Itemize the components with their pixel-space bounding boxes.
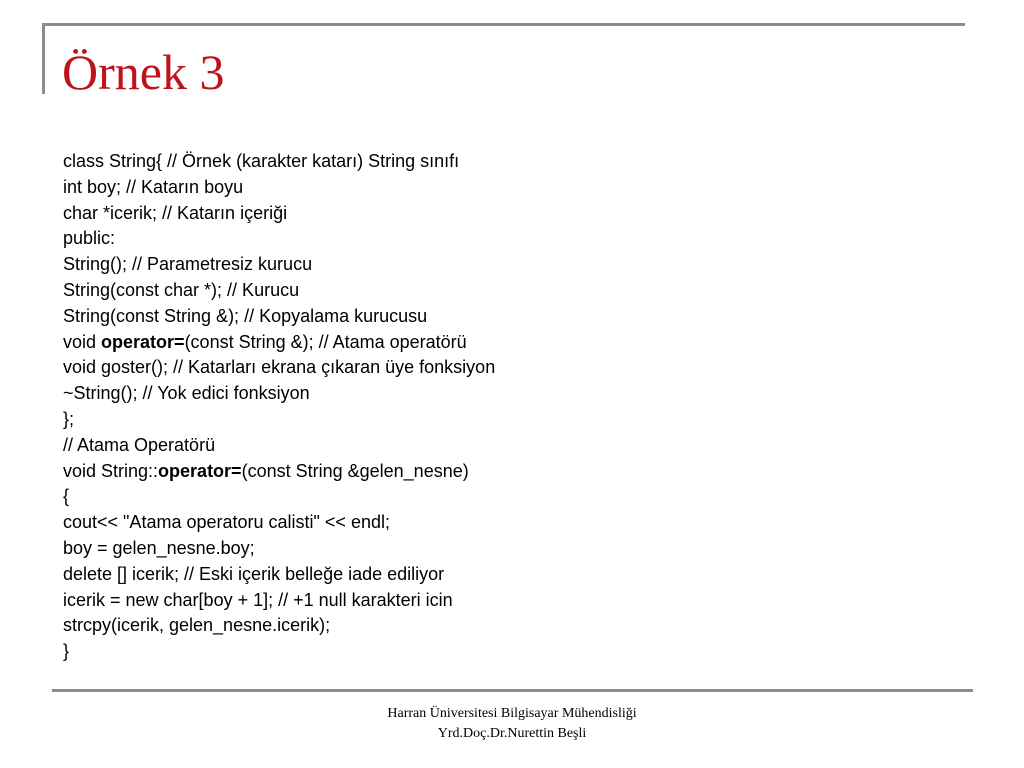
operator-keyword: operator= xyxy=(158,460,242,481)
code-line-14: { xyxy=(63,486,70,507)
code-line-13 xyxy=(63,459,963,485)
code-line-9: void goster(); // Katarları ekrana çıkaran üye fonksiyon xyxy=(63,357,496,378)
code-line-11: }; xyxy=(63,408,75,429)
code-line-19: strcpy(icerik, gelen_nesne.icerik); xyxy=(63,615,331,636)
code-line-5: String(); // Parametresiz kurucu xyxy=(63,254,313,275)
code-line-15: cout<< "Atama operatoru calisti" << endl; xyxy=(63,512,390,533)
code-line-8 xyxy=(63,330,963,356)
code-text: (const String &gelen_nesne) xyxy=(241,460,469,481)
code-text: void String:: xyxy=(63,460,159,481)
code-line-17: delete [] icerik; // Eski içerik belleğe iade ediliyor xyxy=(63,563,445,584)
code-line-10: ~String(); // Yok edici fonksiyon xyxy=(63,383,310,404)
code-line-7: String(const String &); // Kopyalama kurucusu xyxy=(63,305,428,326)
footer-institution: Harran Üniversitesi Bilgisayar Mühendisliği xyxy=(387,706,637,721)
code-line-3: char *icerik; // Katarın içeriği xyxy=(63,202,288,223)
code-block xyxy=(63,149,963,665)
code-text: void xyxy=(63,331,102,352)
code-line-16: boy = gelen_nesne.boy; xyxy=(63,537,255,558)
code-line-2: int boy; // Katarın boyu xyxy=(63,176,244,197)
slide-footer xyxy=(290,704,734,744)
code-line-1: class String{ // Örnek (karakter katarı) String sınıfı xyxy=(63,151,460,171)
code-line-4: public: xyxy=(63,228,116,249)
code-line-12: // Atama Operatörü xyxy=(63,434,216,455)
footer-author: Yrd.Doç.Dr.Nurettin Beşli xyxy=(437,726,587,741)
bottom-rule xyxy=(52,689,973,692)
top-rule xyxy=(42,23,965,26)
code-line-6: String(const char *); // Kurucu xyxy=(63,279,300,300)
code-line-20: } xyxy=(63,641,70,662)
code-text: (const String &); // Atama operatörü xyxy=(184,331,467,352)
left-rule xyxy=(42,23,45,94)
code-line-18: icerik = new char[boy + 1]; // +1 null karakteri icin xyxy=(63,589,453,610)
slide-title: Örnek 3 xyxy=(62,44,225,100)
operator-keyword: operator= xyxy=(101,331,185,352)
